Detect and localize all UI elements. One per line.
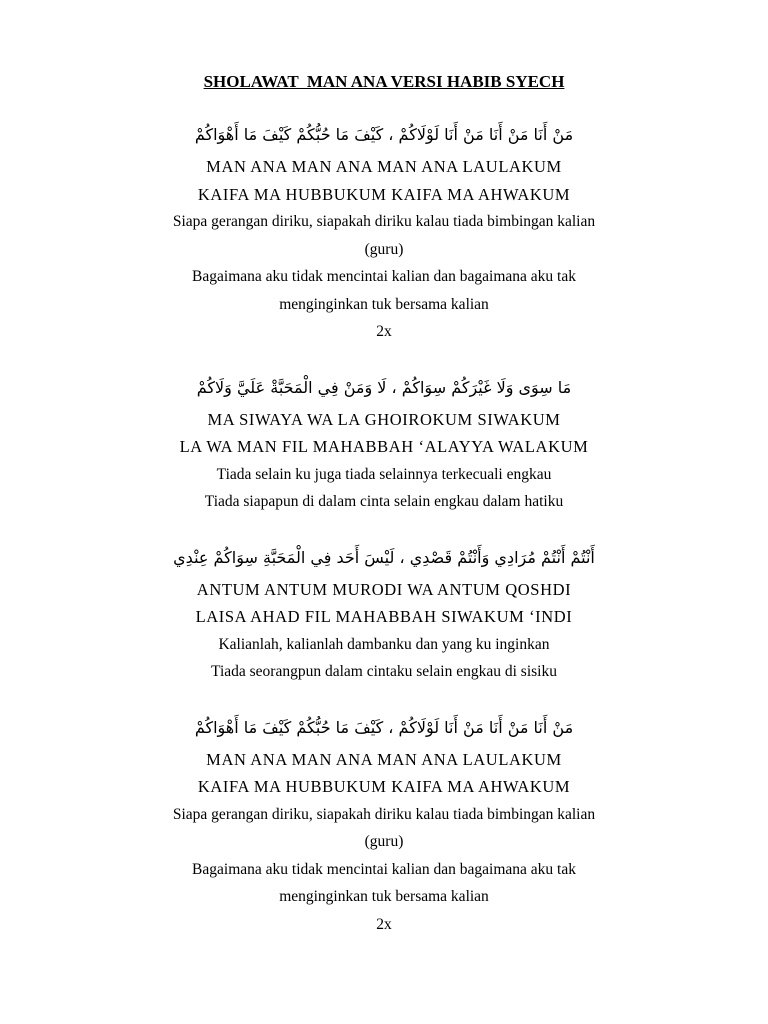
meaning-line: Siapa gerangan diriku, siapakah diriku kalau tiada bimbingan kalian bbox=[172, 213, 596, 230]
meaning-line: Tiada selain ku juga tiada selainnya terkecuali engkau bbox=[216, 465, 552, 483]
transliteration-line: ANTUM ANTUM MURODI WA ANTUM QOSHDI bbox=[196, 579, 572, 599]
meaning-line: Tiada seorangpun dalam cintaku selain engkau di sisiku bbox=[211, 663, 557, 680]
meaning-line: menginginkan tuk bersama kalian bbox=[279, 295, 489, 313]
meaning-line: (guru) bbox=[364, 833, 404, 850]
transliteration-line: KAIFA MA HUBBUKUM KAIFA MA AHWAKUM bbox=[197, 777, 571, 796]
transliteration-line: MA SIWAYA WA LA GHOIROKUM SIWAKUM bbox=[207, 409, 561, 429]
meaning-line: Siapa gerangan diriku, siapakah diriku kalau tiada bimbingan kalian bbox=[172, 805, 596, 823]
transliteration-line: KAIFA MA HUBBUKUM KAIFA MA AHWAKUM bbox=[197, 184, 571, 204]
repeat-marker: 2x bbox=[376, 915, 392, 933]
meaning-line: Bagaimana aku tidak mencintai kalian dan bagaimana aku tak bbox=[192, 268, 576, 285]
meaning-line: menginginkan tuk bersama kalian bbox=[279, 888, 489, 905]
meaning-line: (guru) bbox=[364, 240, 404, 258]
meaning-line: Tiada siapapun di dalam cinta selain engkau dalam hatiku bbox=[204, 493, 564, 510]
transliteration-line: MAN ANA MAN ANA MAN ANA LAULAKUM bbox=[206, 157, 562, 176]
arabic-verse: مَنْ أَنَا مَنْ أَنَا مَنْ أَنَا لَوْلَاكُمْ ، كَيْفَ مَا حُبُّكُمْ كَيْفَ مَا أَهْوَاكُمْ bbox=[194, 125, 574, 144]
stanza-4 bbox=[0, 712, 768, 939]
document-title: SHOLAWAT MAN ANA VERSI HABIB SYECH bbox=[203, 72, 565, 91]
repeat-marker: 2x bbox=[376, 323, 392, 340]
stanza-1 bbox=[0, 119, 768, 346]
transliteration-line: LA WA MAN FIL MAHABBAH ‘ALAYYA WALAKUM bbox=[179, 437, 589, 456]
stanza-2 bbox=[0, 372, 768, 516]
meaning-line: Kalianlah, kalianlah dambanku dan yang ku inginkan bbox=[218, 635, 550, 653]
transliteration-line: MAN ANA MAN ANA MAN ANA LAULAKUM bbox=[206, 749, 562, 769]
transliteration-line: LAISA AHAD FIL MAHABBAH SIWAKUM ‘INDI bbox=[195, 607, 573, 626]
meaning-line: Bagaimana aku tidak mencintai kalian dan bagaimana aku tak bbox=[192, 860, 576, 878]
arabic-verse: مَنْ أَنَا مَنْ أَنَا مَنْ أَنَا لَوْلَاكُمْ ، كَيْفَ مَا حُبُّكُمْ كَيْفَ مَا أَهْوَاكُمْ bbox=[194, 717, 574, 737]
arabic-verse: أَنْتُمْ أَنْتُمْ مُرَادِي وَأَنْتُمْ قَصْدِي ، لَيْسَ أَحَد فِي الْمَحَبَّةِ سِوَاكُمْ عِنْدِي bbox=[173, 547, 595, 567]
arabic-verse: مَا سِوَى وَلَا غَيْرَكُمْ سِوَاكُمْ ، لَا وَمَنْ فِي الْمَحَبَّةْ عَلَيَّ وَلَاكُمْ bbox=[196, 377, 572, 397]
stanza-3 bbox=[0, 542, 768, 686]
